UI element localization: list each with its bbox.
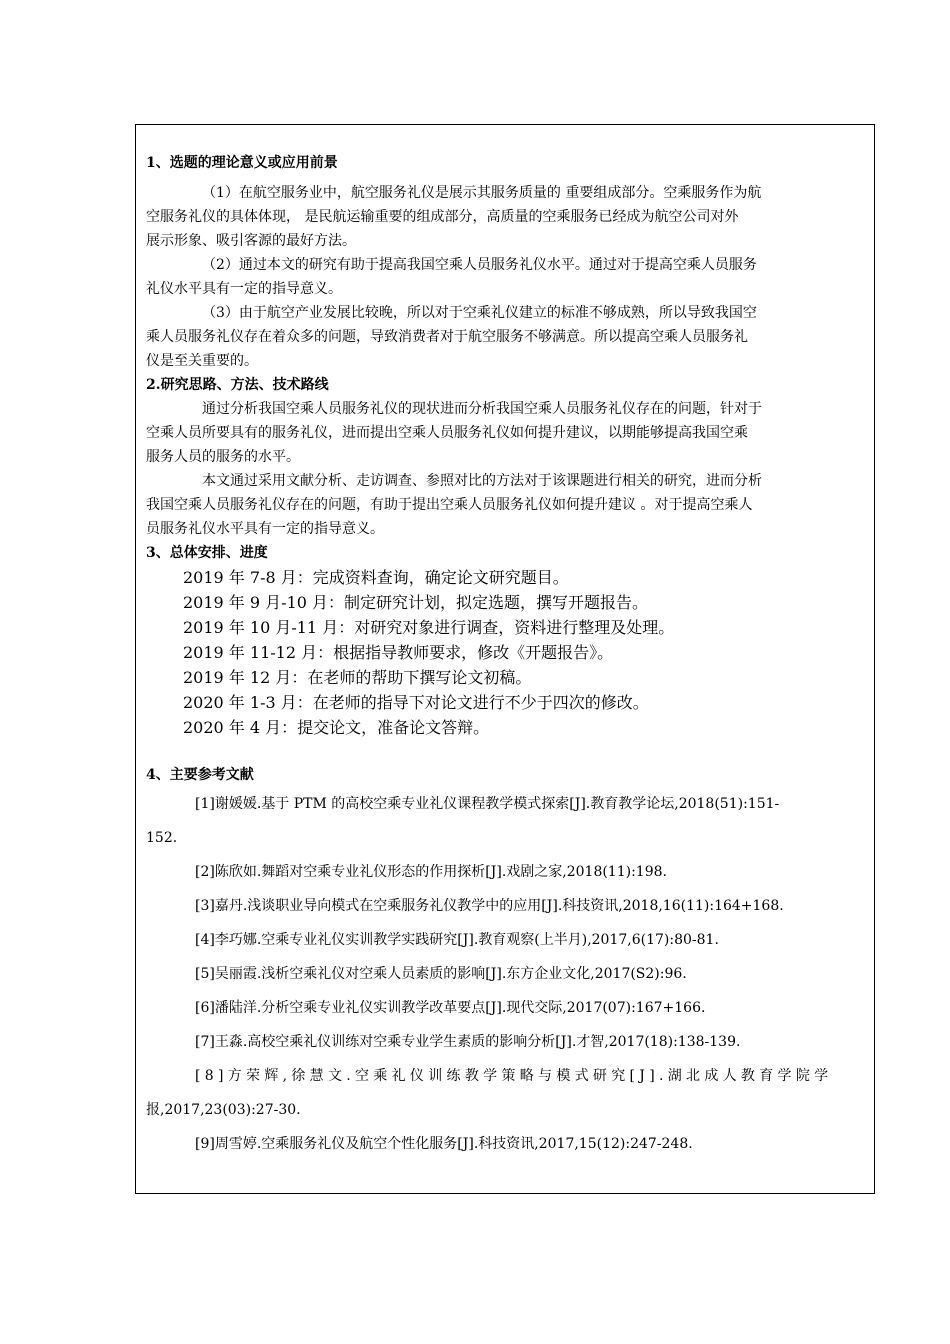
section-1-para-2-line-2: 礼仪水平具有一定的指导意义。: [146, 281, 342, 297]
section-1-para-2-line-1: （2）通过本文的研究有助于提高我国空乘人员服务礼仪水平。通过对于提高空乘人员服务: [202, 257, 757, 273]
reference-item: [8]方荣辉,徐慧文.空乘礼仪训练教学策略与模式研究[J].湖北成人教育学院学: [195, 1068, 833, 1084]
section-1-para-1-line-2: 空服务礼仪的具体体现， 是民航运输重要的组成部分，高质量的空乘服务已经成为航空公司对外: [146, 209, 739, 225]
section-2-para-1-line-1: 通过分析我国空乘人员服务礼仪的现状进而分析我国空乘人员服务礼仪存在的问题，针对于: [202, 401, 762, 417]
reference-item: [4]李巧娜.空乘专业礼仪实训教学实践研究[J].教育观察(上半月),2017,6(17):80-81.: [195, 932, 719, 948]
schedule-item: 2019 年 11-12 月：根据指导教师要求，修改《开题报告》。: [183, 643, 614, 662]
document-content: [146, 151, 864, 1161]
section-4-heading: 4、主要参考文献: [146, 767, 254, 783]
reference-item: [9]周雪婷.空乘服务礼仪及航空个性化服务[J].科技资讯,2017,15(12):247-248.: [195, 1136, 693, 1152]
section-1-para-3-line-2: 乘人员服务礼仪存在着众多的问题，导致消费者对于航空服务不够满意。所以提高空乘人员服务礼: [146, 329, 748, 345]
reference-item: [3]嘉丹.浅谈职业导向模式在空乘服务礼仪教学中的应用[J].科技资讯,2018,16(11):164+168.: [195, 898, 784, 914]
reference-item: [6]潘陆洋.分析空乘专业礼仪实训教学改革要点[J].现代交际,2017(07):167+166.: [195, 1000, 706, 1016]
schedule-item: 2020 年 4 月：提交论文，准备论文答辩。: [183, 718, 490, 737]
section-2-para-2-line-2: 我国空乘人员服务礼仪存在的问题，有助于提出空乘人员服务礼仪如何提升建议 。对于提高空乘人: [146, 497, 753, 513]
reference-item: [1]谢媛媛.基于 PTM 的高校空乘专业礼仪课程教学模式探索[J].教育教学论坛,2018(51):151-: [195, 796, 780, 812]
section-2-heading: 2.研究思路、方法、技术路线: [146, 377, 329, 393]
reference-item: [5]吴丽霞.浅析空乘礼仪对空乘人员素质的影响[J].东方企业文化,2017(S2):96.: [195, 966, 687, 982]
document-table-frame: [135, 124, 875, 1194]
schedule-item: 2019 年 7-8 月：完成资料查询，确定论文研究题目。: [183, 568, 569, 587]
section-1-para-1-line-3: 展示形象、吸引客源的最好方法。: [146, 233, 356, 249]
schedule-item: 2019 年 12 月：在老师的帮助下撰写论文初稿。: [183, 668, 532, 687]
schedule-item: 2019 年 9 月-10 月：制定研究计划，拟定选题，撰写开题报告。: [183, 593, 649, 612]
reference-item-continuation: 报,2017,23(03):27-30.: [146, 1102, 301, 1118]
reference-item: [7]王淼.高校空乘礼仪训练对空乘专业学生素质的影响分析[J].才智,2017(18):138-139.: [195, 1034, 741, 1050]
reference-item: [2]陈欣如.舞蹈对空乘专业礼仪形态的作用探析[J].戏剧之家,2018(11):198.: [195, 864, 667, 880]
section-1-para-1-line-1: （1）在航空服务业中，航空服务礼仪是展示其服务质量的 重要组成部分。空乘服务作为航: [202, 185, 762, 201]
section-1-para-3-line-3: 仪是至关重要的。: [146, 353, 258, 369]
section-1-para-3-line-1: （3）由于航空产业发展比较晚，所以对于空乘礼仪建立的标准不够成熟，所以导致我国空: [202, 305, 757, 321]
section-2-para-1-line-2: 空乘人员所要具有的服务礼仪，进而提出空乘人员服务礼仪如何提升建议，以期能够提高我国空乘: [146, 425, 748, 441]
section-2-para-1-line-3: 服务人员的服务的水平。: [146, 449, 300, 465]
section-spacer: [146, 740, 864, 756]
section-2-para-2-line-3: 员服务礼仪水平具有一定的指导意义。: [146, 521, 384, 537]
reference-item-continuation: 152.: [146, 830, 178, 846]
schedule-item: 2020 年 1-3 月：在老师的指导下对论文进行不少于四次的修改。: [183, 693, 649, 712]
section-3-heading: 3、总体安排、进度: [146, 545, 268, 561]
section-1-heading: 1、选题的理论意义或应用前景: [146, 155, 338, 171]
schedule-item: 2019 年 10 月-11 月：对研究对象进行调查，资料进行整理及处理。: [183, 618, 675, 637]
section-2-para-2-line-1: 本文通过采用文献分析、走访调查、参照对比的方法对于该课题进行相关的研究，进而分析: [202, 473, 762, 489]
